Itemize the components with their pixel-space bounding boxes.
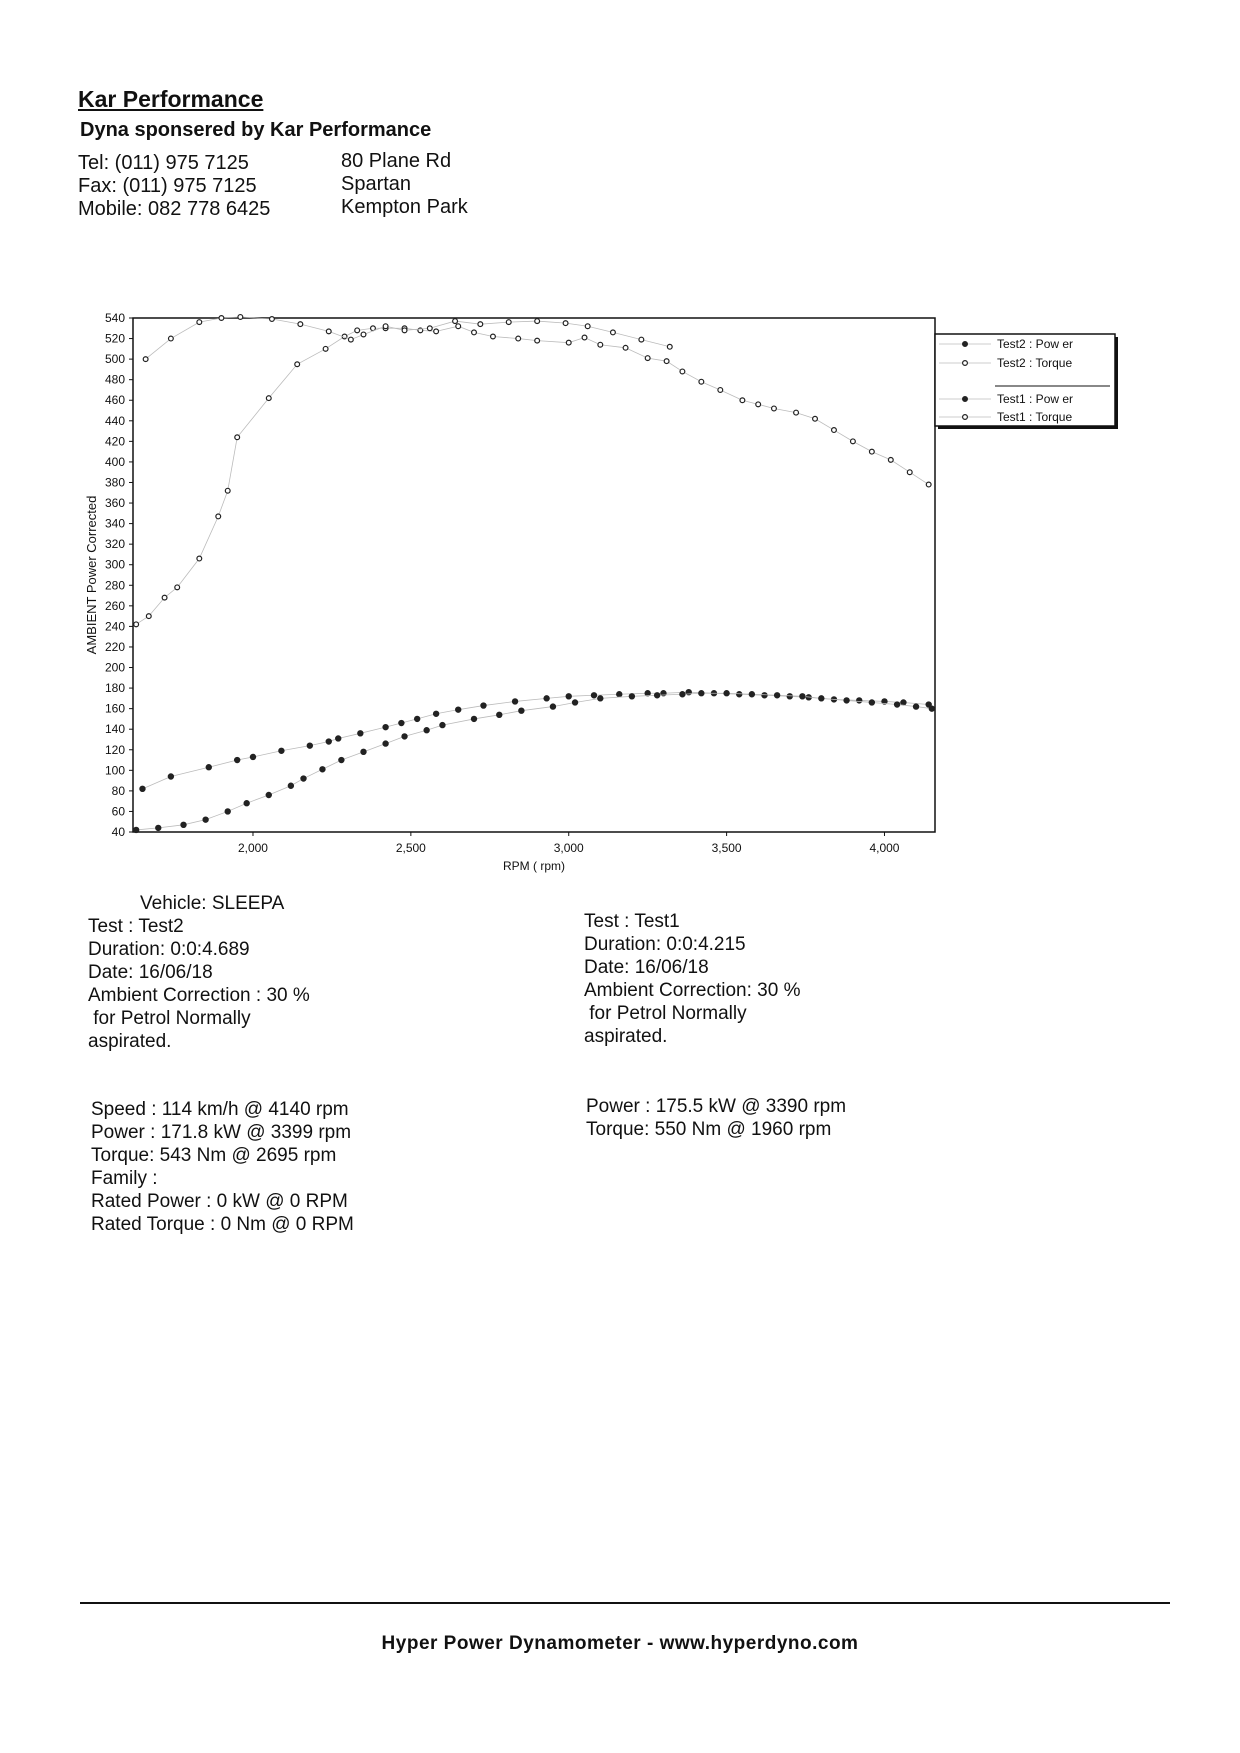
data-point [787,694,792,699]
data-point [434,711,439,716]
data-point [888,457,893,462]
data-point [383,324,388,329]
data-point [617,692,622,697]
data-point [718,388,723,393]
data-point [471,716,476,721]
data-point [250,754,255,759]
data-point [326,739,331,744]
test2-fuel-1: for Petrol Normally [88,1008,251,1029]
test1-name: Test : Test1 [584,911,680,932]
test1-date: Date: 16/06/18 [584,957,709,978]
vehicle-line: Vehicle: SLEEPA [140,893,285,914]
data-point [832,428,837,433]
data-point [427,326,432,331]
data-point [434,329,439,334]
x-tick-label: 2,500 [395,841,426,855]
data-point [348,337,353,342]
data-point [301,776,306,781]
x-tick-label: 2,000 [237,841,268,855]
test2-duration: Duration: 0:0:4.689 [88,939,250,960]
data-point [623,345,628,350]
y-tick-label: 360 [104,496,125,511]
test2-rated-power: Rated Power : 0 kW @ 0 RPM [91,1191,348,1212]
data-point [266,792,271,797]
data-point [326,329,331,334]
data-point [516,336,521,341]
test2-rated-torque: Rated Torque : 0 Nm @ 0 RPM [91,1214,354,1235]
y-tick-label: 260 [104,598,125,613]
chart-svg [80,300,1130,890]
address-line-1: 80 Plane Rd [341,150,452,172]
x-tick-label: 3,500 [711,841,742,855]
data-point [645,691,650,696]
data-point [857,698,862,703]
data-point [512,699,517,704]
data-point [456,707,461,712]
data-point [146,614,151,619]
test2-power: Power : 171.8 kW @ 3399 rpm [91,1122,352,1143]
data-point [929,706,934,711]
data-point [664,359,669,364]
data-point [320,767,325,772]
data-point [913,704,918,709]
legend-marker [963,361,968,366]
data-point [197,556,202,561]
data-point [415,716,420,721]
data-point [162,595,167,600]
data-point [535,319,540,324]
y-tick-label: 520 [104,331,125,346]
data-point [156,825,161,830]
data-point [238,315,243,320]
sponsor-line: Dyna sponsered by Kar Performance [80,119,432,141]
data-point [566,340,571,345]
y-tick-label: 340 [104,516,125,531]
data-point [383,725,388,730]
legend-marker [963,415,968,420]
data-point [519,708,524,713]
test1-fuel-2: aspirated. [584,1026,668,1047]
y-tick-label: 200 [104,660,125,675]
contact-block [78,152,270,221]
y-tick-label: 180 [104,681,125,696]
tel-line: Tel: (011) 975 7125 [78,152,249,174]
data-point [216,514,221,519]
data-point [907,470,912,475]
y-tick-label: 220 [104,639,125,654]
test2-family: Family : [91,1168,158,1189]
address-block [341,150,468,219]
data-point [266,396,271,401]
data-point [655,693,660,698]
data-point [851,439,856,444]
legend-label: Test1 : Pow er [997,392,1074,406]
data-point [361,749,366,754]
data-point [225,488,230,493]
test1-correction: Ambient Correction: 30 % [584,980,801,1001]
data-point [339,757,344,762]
data-point [440,722,445,727]
test2-info [88,892,310,1053]
data-point [535,338,540,343]
data-point [737,692,742,697]
y-tick-label: 400 [104,454,125,469]
test2-results [91,1098,354,1236]
data-point [598,342,603,347]
y-tick-label: 160 [104,701,125,716]
test2-speed: Speed : 114 km/h @ 4140 rpm [91,1099,349,1120]
data-point [197,320,202,325]
data-point [478,322,483,327]
y-tick-label: 540 [104,311,125,325]
data-point [740,398,745,403]
data-point [323,346,328,351]
y-tick-label: 480 [104,372,125,387]
y-tick-label: 440 [104,413,125,428]
data-point [472,330,477,335]
data-point [699,691,704,696]
data-point [775,693,780,698]
data-point [402,734,407,739]
data-point [550,704,555,709]
y-tick-label: 380 [104,475,125,490]
dyno-chart [80,300,1130,890]
y-tick-label: 120 [104,742,125,757]
test2-name: Test : Test2 [88,916,184,937]
legend-label: Test1 : Torque [997,410,1073,424]
data-point [699,379,704,384]
data-point [134,827,139,832]
data-point [140,786,145,791]
data-point [544,696,549,701]
data-point [645,356,650,361]
data-point [598,696,603,701]
data-point [572,700,577,705]
data-point [307,743,312,748]
data-point [181,822,186,827]
data-point [383,741,388,746]
y-tick-label: 500 [104,352,125,367]
data-point [336,736,341,741]
test2-date: Date: 16/06/18 [88,962,213,983]
data-point [143,357,148,362]
data-point [168,774,173,779]
data-point [819,696,824,701]
data-point [629,694,634,699]
address-line-3: Kempton Park [341,196,468,218]
data-point [724,691,729,696]
footer-divider [80,1602,1170,1604]
data-point [235,757,240,762]
y-tick-label: 240 [104,619,125,634]
x-axis-label: RPM ( rpm) [503,859,565,873]
data-point [869,700,874,705]
data-point [270,317,275,322]
y-axis-label: AMBIENT Power Corrected [84,495,99,655]
data-point [424,728,429,733]
data-point [497,712,502,717]
data-point [582,335,587,340]
y-tick-label: 320 [104,537,125,552]
data-point [800,694,805,699]
test1-fuel-1: for Petrol Normally [584,1003,747,1024]
y-tick-label: 100 [104,763,125,778]
data-point [206,765,211,770]
y-tick-label: 300 [104,557,125,572]
y-tick-label: 60 [111,804,125,819]
y-tick-label: 420 [104,434,125,449]
data-point [813,416,818,421]
data-point [203,817,208,822]
legend-label: Test2 : Torque [997,356,1073,370]
data-point [901,700,906,705]
data-point [491,334,496,339]
test1-results [586,1095,846,1141]
data-point [134,622,139,627]
legend-label: Test2 : Pow er [997,337,1074,351]
data-point [453,319,458,324]
data-point [399,720,404,725]
test1-info [584,910,801,1048]
test2-correction: Ambient Correction : 30 % [88,985,310,1006]
data-point [402,328,407,333]
data-point [926,482,931,487]
data-point [639,337,644,342]
data-point [794,410,799,415]
legend-marker [963,342,968,347]
data-point [749,692,754,697]
y-tick-label: 140 [104,722,125,737]
data-point [566,694,571,699]
data-point [219,316,224,321]
x-tick-label: 4,000 [869,841,900,855]
data-point [175,585,180,590]
data-point [869,449,874,454]
data-point [235,435,240,440]
legend-marker [963,397,968,402]
data-point [225,809,230,814]
y-tick-label: 460 [104,393,125,408]
company-name: Kar Performance [78,86,264,112]
data-point [295,362,300,367]
test1-duration: Duration: 0:0:4.215 [584,934,746,955]
data-point [355,328,360,333]
data-point [506,320,511,325]
fax-line: Fax: (011) 975 7125 [78,175,257,197]
y-tick-label: 40 [111,825,125,839]
data-point [288,783,293,788]
data-point [481,703,486,708]
data-point [772,406,777,411]
mobile-line: Mobile: 082 778 6425 [78,198,271,220]
data-point [680,692,685,697]
x-tick-label: 3,000 [553,841,584,855]
data-point [756,402,761,407]
test2-torque: Torque: 543 Nm @ 2695 rpm [91,1145,337,1166]
data-point [279,748,284,753]
test2-fuel-2: aspirated. [88,1031,172,1052]
footer-text: Hyper Power Dynamometer - www.hyperdyno.com [381,1633,859,1654]
data-point [762,693,767,698]
data-point [585,324,590,329]
data-point [563,321,568,326]
test1-torque: Torque: 550 Nm @ 1960 rpm [586,1119,832,1140]
data-point [591,693,596,698]
y-tick-label: 80 [111,783,125,798]
data-point [456,324,461,329]
data-point [168,336,173,341]
data-point [611,330,616,335]
data-point [298,322,303,327]
data-point [361,332,366,337]
data-point [680,369,685,374]
address-line-2: Spartan [341,173,412,195]
test1-power: Power : 175.5 kW @ 3390 rpm [586,1096,847,1117]
data-point [244,801,249,806]
data-point [844,698,849,703]
data-point [358,731,363,736]
data-point [667,344,672,349]
y-tick-label: 280 [104,578,125,593]
data-point [895,702,900,707]
